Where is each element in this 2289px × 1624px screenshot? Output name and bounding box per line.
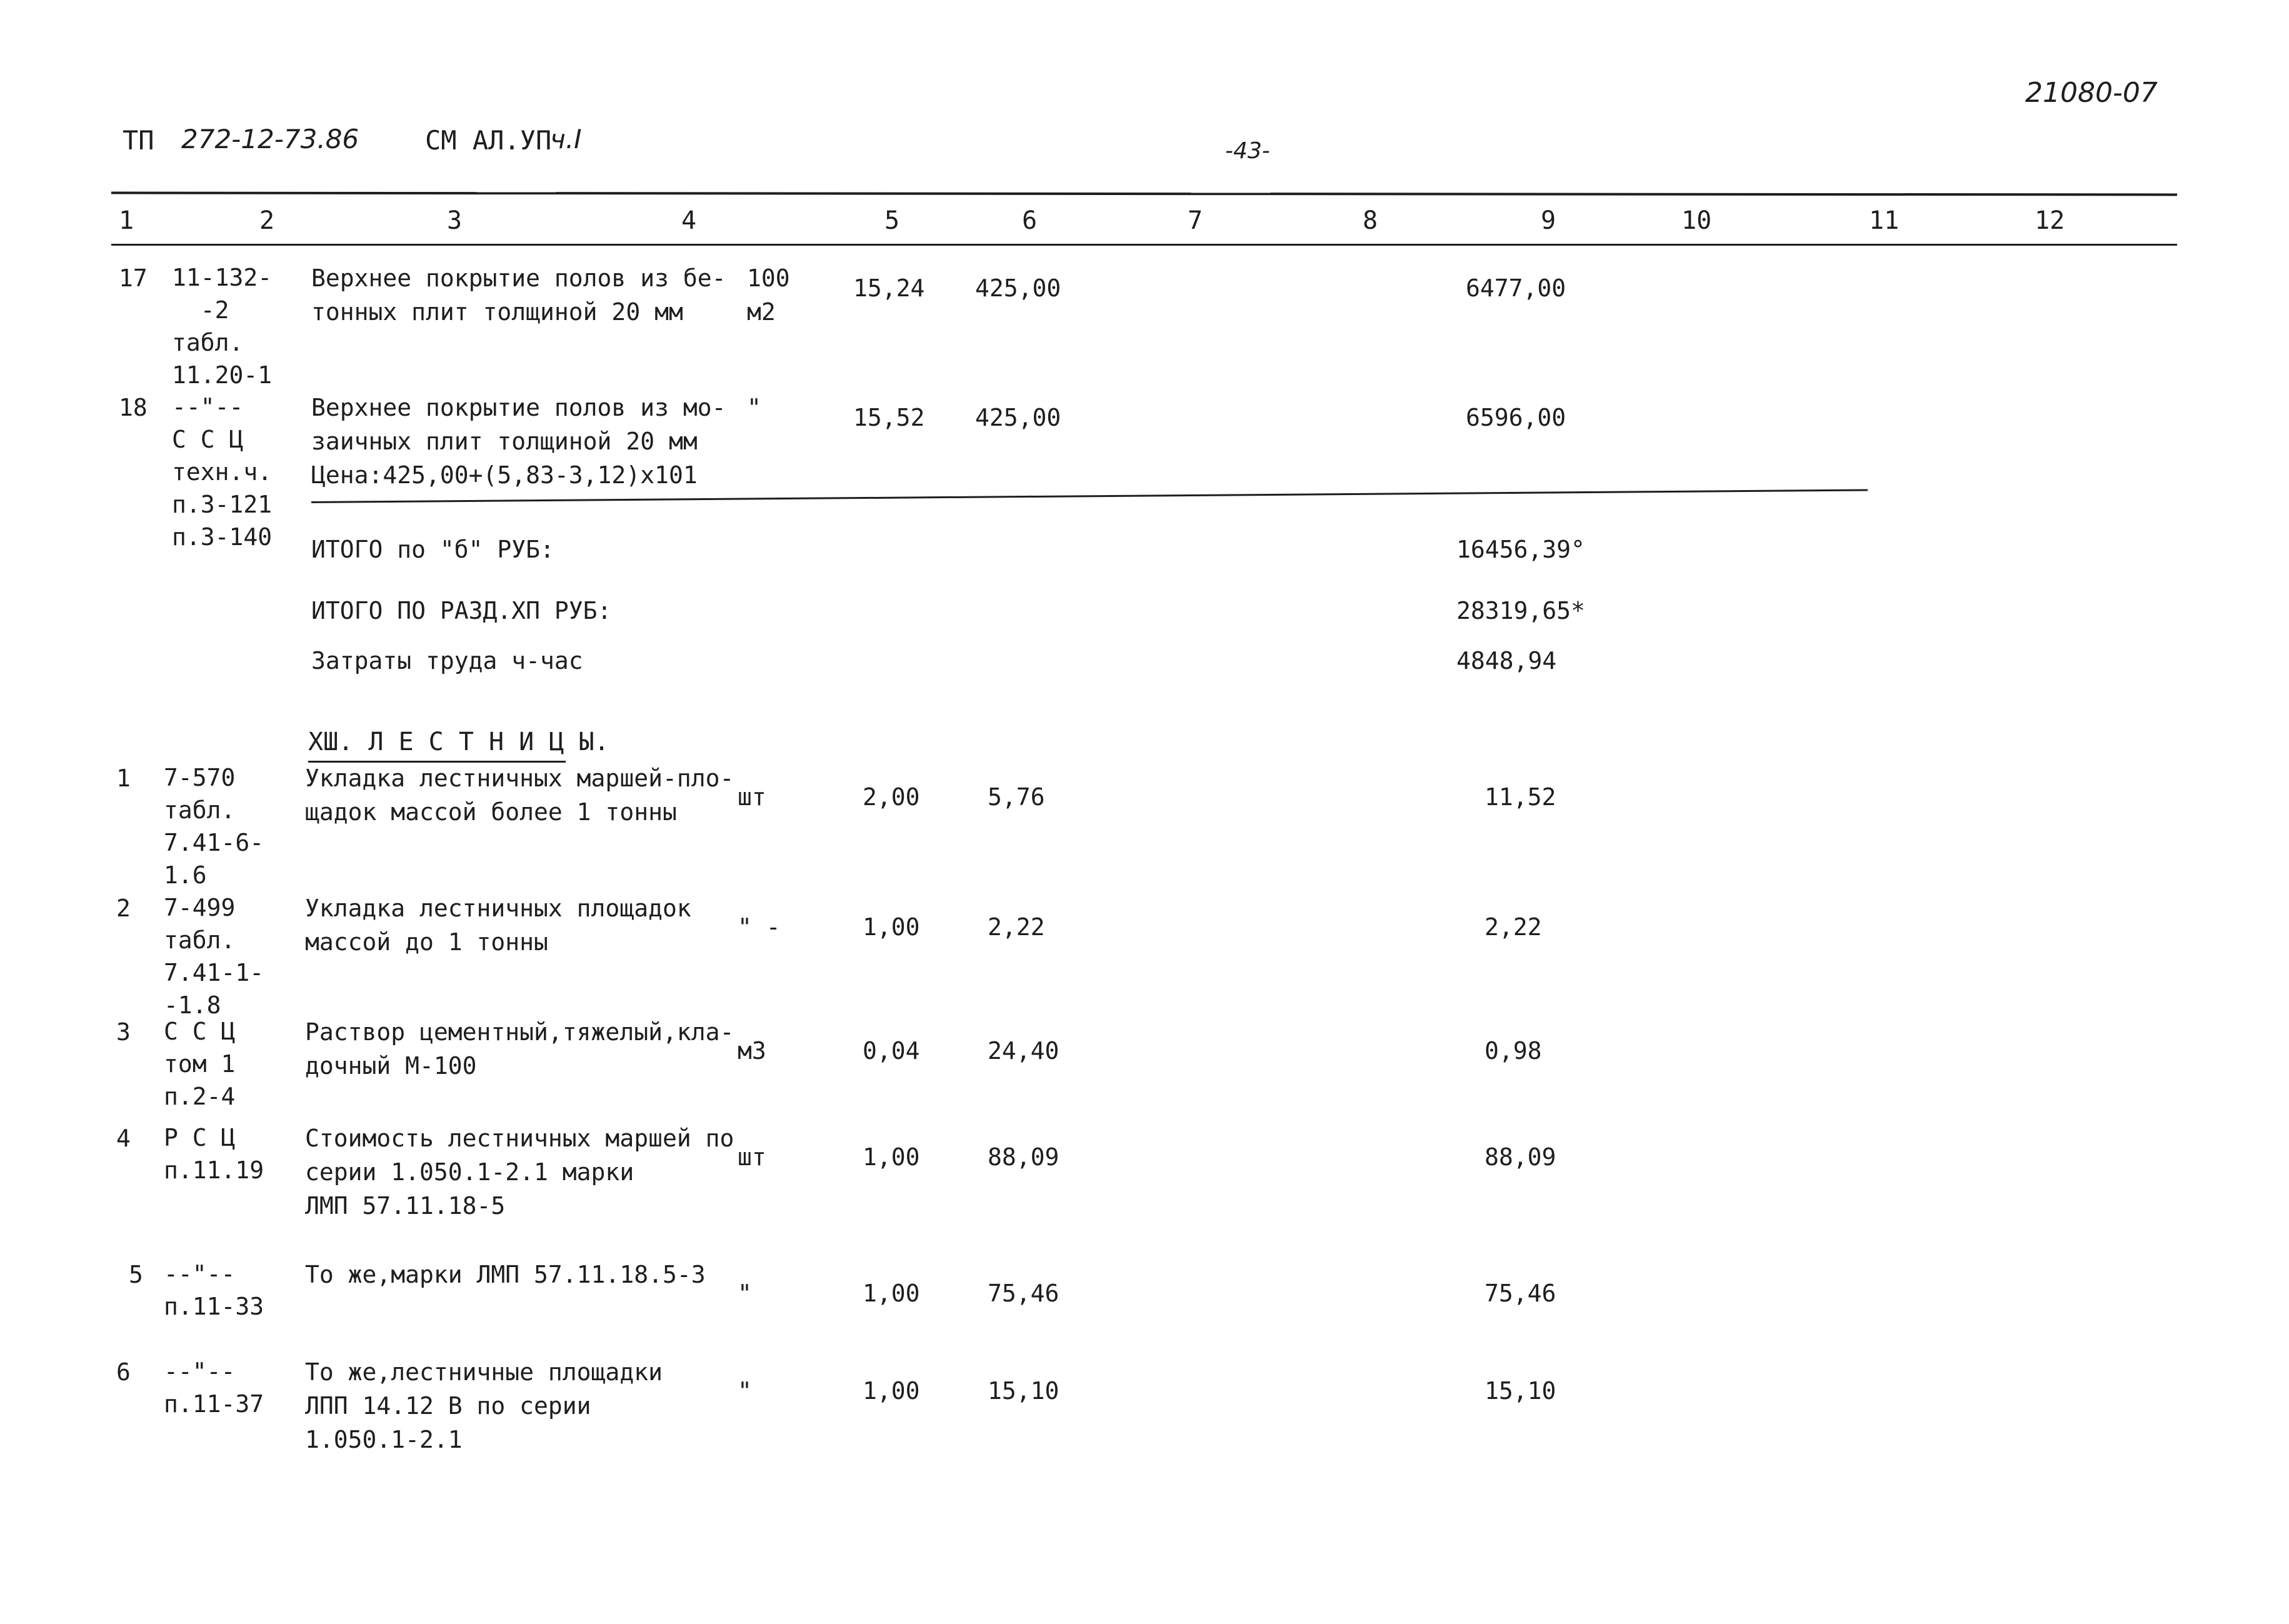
- row-number: 6: [116, 1358, 131, 1386]
- norm-code: 7-499 табл. 7.41-1- -1.8: [164, 894, 264, 1019]
- unit-price: 425,00: [975, 404, 1061, 431]
- norm-code: --"-- п.11-37: [164, 1358, 264, 1418]
- labor-value: 4848,94: [1456, 647, 1557, 674]
- column-number-6: 6: [1022, 206, 1038, 235]
- doc-code-prefix: ТП: [123, 125, 154, 156]
- total-cost: 11,52: [1485, 783, 1556, 811]
- unit: 100 м2: [747, 264, 790, 326]
- column-number-1: 1: [119, 206, 134, 235]
- quantity: 15,24: [853, 274, 925, 302]
- doc-part: ч.I: [550, 124, 582, 154]
- column-number-11: 11: [1869, 206, 1900, 235]
- quantity: 15,52: [853, 404, 925, 431]
- unit-price: 15,10: [988, 1377, 1059, 1405]
- column-number-8: 8: [1363, 206, 1378, 235]
- unit: ": [747, 394, 761, 421]
- quantity: 0,04: [863, 1037, 920, 1065]
- column-number-12: 12: [2035, 206, 2065, 235]
- unit-price: 75,46: [988, 1280, 1059, 1307]
- work-description: То же,лестничные площадки ЛПП 14.12 В по серии 1.050.1-2.1: [305, 1358, 663, 1453]
- quantity: 2,00: [863, 783, 920, 811]
- column-number-10: 10: [1681, 206, 1712, 235]
- row-number: 5: [129, 1261, 143, 1288]
- unit-price: 24,40: [988, 1037, 1059, 1065]
- work-description: Стоимость лестничных маршей по серии 1.050.1-2.1 марки ЛМП 57.11.18-5: [305, 1125, 734, 1220]
- norm-code: С С Ц том 1 п.2-4: [164, 1018, 236, 1110]
- norm-code: 7-570 табл. 7.41-6- 1.6: [164, 764, 264, 889]
- row-number: 2: [116, 895, 131, 922]
- itogo-b-value: 16456,39°: [1456, 536, 1585, 563]
- row-number: 3: [116, 1018, 131, 1046]
- total-cost: 88,09: [1485, 1143, 1556, 1171]
- row-number: 17: [119, 264, 148, 292]
- unit-price: 2,22: [988, 913, 1045, 941]
- total-cost: 15,10: [1485, 1377, 1556, 1405]
- work-description: Раствор цементный,тяжелый,кла- дочный М-100: [305, 1018, 734, 1080]
- section-title: ХШ. Л Е С Т Н И Ц Ы.: [308, 728, 609, 756]
- header-bottom-rule: [111, 244, 2177, 246]
- quantity: 1,00: [863, 913, 920, 941]
- labor-label: Затраты труда ч-час: [311, 647, 583, 674]
- unit: м3: [738, 1037, 766, 1065]
- unit-price: 5,76: [988, 783, 1045, 811]
- unit-price: 425,00: [975, 274, 1061, 302]
- quantity: 1,00: [863, 1377, 920, 1405]
- unit-price: 88,09: [988, 1143, 1059, 1171]
- quantity: 1,00: [863, 1143, 920, 1171]
- total-cost: 75,46: [1485, 1280, 1556, 1307]
- row-number: 18: [119, 394, 148, 421]
- doc-code-number: 272-12-73.86: [181, 124, 359, 154]
- norm-code: 11-132- -2 табл. 11.20-1: [172, 264, 273, 389]
- unit: " -: [738, 913, 781, 941]
- norm-code: --"-- С С Ц техн.ч. п.3-121 п.3-140: [172, 393, 273, 551]
- archive-number: 21080-07: [2025, 77, 2158, 109]
- row-number: 1: [116, 764, 131, 792]
- itogo-razd-label: ИТОГО ПО РАЗД.ХП РУБ:: [311, 597, 612, 624]
- work-description: Верхнее покрытие полов из мо- заичных плит толщиной 20 мм Цена:425,00+(5,83-3,12)х101: [311, 394, 726, 489]
- column-number-3: 3: [447, 206, 463, 235]
- norm-code: Р С Ц п.11.19: [164, 1124, 264, 1184]
- unit: ": [738, 1280, 752, 1307]
- header-top-rule: [111, 192, 2177, 196]
- work-description: То же,марки ЛМП 57.11.18.5-3: [305, 1261, 706, 1288]
- column-number-9: 9: [1541, 206, 1556, 235]
- doc-code-suffix: СМ АЛ.УП: [425, 125, 552, 156]
- unit: шт: [738, 783, 766, 811]
- total-cost: 0,98: [1485, 1037, 1542, 1065]
- total-cost: 6477,00: [1466, 274, 1566, 302]
- work-description: Верхнее покрытие полов из бе- тонных плит толщиной 20 мм: [311, 264, 726, 326]
- norm-code: --"-- п.11-33: [164, 1260, 264, 1320]
- itogo-razd-value: 28319,65*: [1456, 597, 1585, 624]
- page-number: -43-: [1225, 138, 1270, 164]
- itogo-b-label: ИТОГО по "б" РУБ:: [311, 536, 554, 563]
- total-cost: 6596,00: [1466, 404, 1566, 431]
- column-number-4: 4: [681, 206, 697, 235]
- column-number-7: 7: [1188, 206, 1203, 235]
- quantity: 1,00: [863, 1280, 920, 1307]
- column-number-2: 2: [259, 206, 275, 235]
- work-description: Укладка лестничных маршей-пло- щадок массой более 1 тонны: [305, 764, 734, 826]
- row-number: 4: [116, 1125, 131, 1152]
- unit: ": [738, 1377, 752, 1405]
- column-number-5: 5: [884, 206, 900, 235]
- unit: шт: [738, 1143, 766, 1171]
- total-cost: 2,22: [1485, 913, 1542, 941]
- work-description: Укладка лестничных площадок массой до 1 тонны: [305, 895, 691, 956]
